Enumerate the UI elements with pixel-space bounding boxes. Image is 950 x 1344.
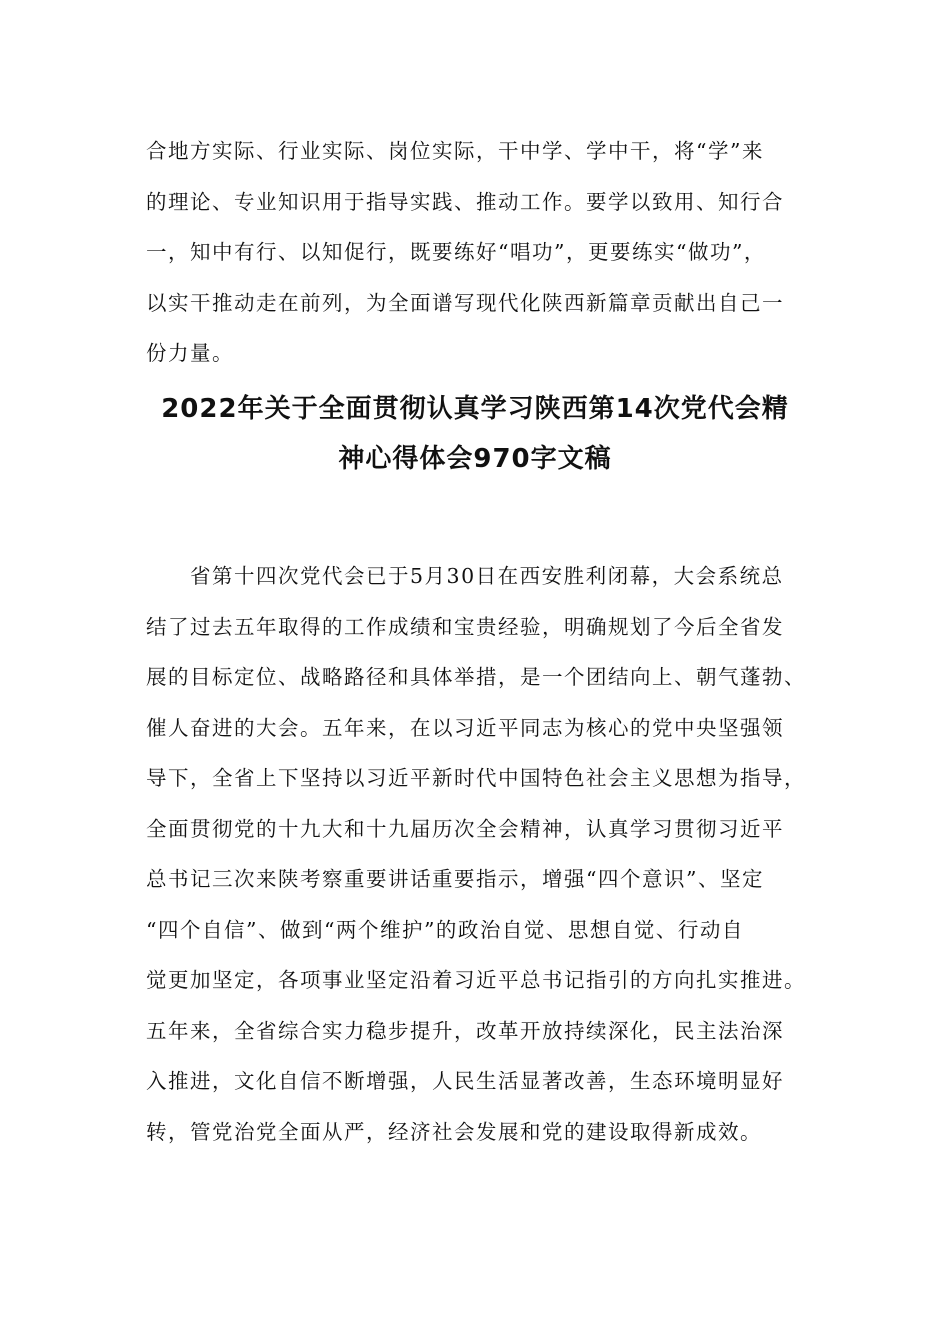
continued-paragraph: 合地方实际、行业实际、岗位实际，干中学、学中干，将“学”来 的理论、专业知识用于指导实践、推动工作。要学以致用、知行合 一，知中有行、以知促行，既要练好“唱功”，更要练实“做功”， 以实干推动走在前列，为全面谱写现代化陕西新篇章贡献出自己一 份力量。 <box>146 139 784 365</box>
article-title: 2022年关于全面贯彻认真学习陕西第14次党代会精 神心得体会970字文稿 <box>161 394 789 474</box>
body-paragraph: 省第十四次党代会已于5月30日在西安胜利闭幕，大会系统总 结了过去五年取得的工作成绩和宝贵经验，明确规划了今后全省发 展的目标定位、战略路径和具体举措，是一个团结向上、朝气蓬勃、 催人奋进的大会。五年来，在以习近平同志为核心的党中央坚强领 导下，全省上下坚持以习近平新时代中国特色社会主义思想为指导， 全面贯彻党的十九大和十九届历次全会精神，认真学习贯彻习近平 总书记三次来陕考察重要讲话重要指示，增强“四个意识”、坚定 “四个自信”、做到“两个维护”的政治自觉、思想自觉、行动自 觉更加坚定，各项事业坚定沿着习近平总书记指引的方向扎实推进。 五年来，全省综合实力稳步提升，改革开放持续深化，民主法治深 入推进，文化自信不断增强，人民生活显著改善，生态环境明显好 转，管党治党全面从严，经济社会发展和党的建设取得新成效。 <box>146 564 806 1144</box>
